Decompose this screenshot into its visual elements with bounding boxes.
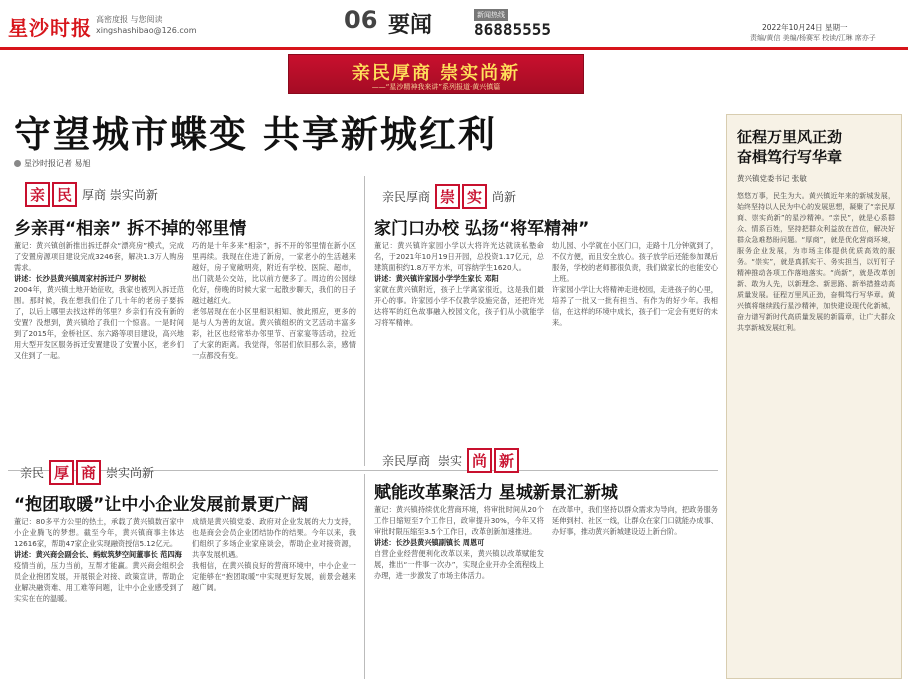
story2-paragraph: 许家园小学让大将精神走进校园，走进孩子的心里，培养了一批又一批有担当、有作为的好少年。我相信，在这样的环境中成长，孩子们一定会有更好的未来。	[552, 285, 718, 327]
story4-lede: 董记：黄兴镇持续优化营商环境，将审批时间从20个工作日缩短至7个工作日，政审提升30%，今年又将审批时限压缩至3.5个工作日，改革创新加速推进。	[374, 505, 544, 536]
brand-slogan: 高密度报 与您阅读	[96, 15, 163, 24]
tag-text: 厚商 崇实尚新	[82, 187, 158, 202]
tag-box: 实	[462, 184, 487, 209]
sidebar-body: 悠悠万事，民生为大。黄兴镇近年来的新城发展，始终坚持以人民为中心的发展思想，凝聚了“亲民厚商、崇实尚新”的星沙精神。“亲民”，就是心系群众、情系百姓，坚持把群众利益放在首位，解决好群众急难愁盼问题。“厚商”，就是优化营商环境，服务企业发展，为市场主体提供优质高效的服务。“崇实”，就是真抓实干、务实担当，以钉钉子精神推动各项工作落地落实。“尚新”，就是改革创新、敢为人先，以新理念、新思路、新举措推动高质量发展。征程万里风正劲，奋楫笃行写华章。黄兴镇将继续践行星沙精神，加快建设现代化新城，奋力谱写新时代高质量发展的新篇章，让广大群众共享新城发展红利。	[737, 192, 895, 332]
story1-paragraph: 老邻居现在在小区里相识相知、彼此照应，更多的是与人为善的友谊。黄兴镇组织的文艺活动丰富多彩，社区也经常举办邻里节、百家宴等活动，拉近了大家的距离。我觉得，邻居们依旧那么亲，感情一点都没有变。	[192, 307, 356, 360]
tag-text: 亲民厚商	[382, 453, 431, 468]
tag-text: 尚新	[492, 189, 517, 204]
story2-body-right	[552, 240, 718, 466]
sidebar-author: 黄兴镇党委书记 张敏	[737, 174, 807, 183]
sidebar-title-line-2: 奋楫笃行写华章	[737, 148, 843, 166]
story1-body-right	[192, 240, 356, 466]
story1-narrator: 讲述：长沙县黄兴镇周家村拆迁户 罗树松	[14, 274, 146, 283]
sidebar-title	[737, 127, 842, 167]
brand-email: xingshashibao@126.com	[96, 26, 197, 35]
story4-body-left	[374, 504, 544, 678]
masthead-rule	[0, 47, 908, 50]
story2-title: 家门口办校 弘扬“将军精神”	[374, 219, 590, 239]
story1-tag	[24, 180, 162, 208]
newspaper-brand: 星沙时报	[8, 16, 92, 40]
story3-paragraph: 我相信，在黄兴镇良好的营商环境中，中小企业一定能够在“抱团取暖”中实现更好发展，前景会越来越广阔。	[192, 561, 356, 592]
banner-subtitle: ——“星沙精神我来讲”系列报道·黄兴镇篇	[371, 83, 501, 91]
story4-body-right	[552, 504, 718, 678]
tag-text: 亲民厚商	[382, 189, 431, 204]
masthead	[0, 0, 908, 46]
story3-body-left	[14, 516, 184, 678]
brand-subline	[96, 14, 196, 36]
story4-paragraph: 自营企业经营便利化改革以来，黄兴镇以改革赋能发展，推出“一件事一次办”，实现企业开办全流程线上办理，进一步激发了市场主体活力。	[374, 549, 544, 580]
section-title: 要闻	[388, 13, 433, 38]
sidebar-title-line-1: 征程万里风正劲	[737, 128, 843, 146]
story2-body-left	[374, 240, 544, 466]
story2-narrator: 讲述：黄兴镇许家园小学学生家长 邓阳	[374, 274, 499, 283]
reporter-byline	[14, 158, 91, 169]
column-divider	[364, 176, 365, 466]
story1-body-left	[14, 240, 184, 466]
column-divider	[364, 474, 365, 679]
page-number: 06	[344, 6, 378, 34]
tag-box: 亲	[25, 182, 50, 207]
tag-text: 亲民	[20, 465, 45, 480]
series-banner	[288, 54, 584, 94]
story4-narrator: 讲述：长沙县黄兴镇副镇长 周恩可	[374, 538, 485, 547]
main-headline: 守望城市蝶变 共享新城红利	[14, 113, 497, 156]
tag-box: 尚	[467, 448, 492, 473]
tag-box: 厚	[49, 460, 74, 485]
tag-box: 商	[76, 460, 101, 485]
story3-tag	[16, 458, 158, 486]
story3-body-right	[192, 516, 356, 678]
story3-paragraph: 疫情当前，压力当前，互帮才能赢。黄兴商会组织会员企业抱团发展，开展银企对接、政策宣讲，帮助企业解决融资难、用工难等问题，让中小企业感受到了实实在在的温暖。	[14, 561, 184, 603]
hotline-number: 86885555	[474, 20, 552, 39]
hotline-label: 新闻热线	[474, 9, 508, 21]
story3-narrator: 讲述：黄兴商会副会长、蚂蚁筑梦空间董事长 范四海	[14, 550, 182, 559]
story2-paragraph: 幼儿园、小学就在小区门口，走路十几分钟就到了，不仅方便，而且安全放心。孩子放学后还能参加课后服务，学校的老师都很负责，我们做家长的也能安心上班。	[552, 241, 718, 283]
story1-paragraph: 巧的是十年多来“相亲”，拆不开的邻里情在新小区里再续。我现在住进了新房，一家老小的生活越来越好，房子宽敞明亮，附近有学校、医院、超市，出门就是公交站，比以前方便多了。周边的公园绿化好，傍晚的时候大家一起散步聊天，我们的日子越过越红火。	[192, 241, 356, 305]
story4-tag	[378, 446, 520, 474]
issue-date: 2022年10月24日 星期一	[762, 23, 848, 32]
story4-title: 赋能改革聚活力 星城新景汇新城	[374, 483, 618, 503]
commentary-sidebar	[726, 114, 902, 679]
story2-tag	[378, 182, 520, 210]
tag-text: 崇实	[438, 453, 463, 468]
story4-paragraph: 在改革中，我们坚持以群众需求为导向，把政务服务延伸到村、社区一线，让群众在家门口就能办成事、办好事，推动黄兴新城建设迈上新台阶。	[552, 505, 718, 536]
pin-icon	[14, 160, 21, 167]
tag-box: 崇	[435, 184, 460, 209]
tag-box: 民	[52, 182, 77, 207]
story1-paragraph: 2004年，黄兴镇土地开始征收，我家也被列入拆迁范围。那时候，我在想我们住了几十年的老房子要拆了，以后上哪里去找这样的邻里？乡亲们有没有新的安置？没想到，黄兴镇给了我们一个惊喜。一是时间到了2015年，金桥社区、东六路等项目建设，高兴地用大型开发区服务拆迁安置建设了安置小区，老乡们又住到了一起。	[14, 285, 184, 360]
story2-paragraph: 家就在黄兴镇附近，孩子上学离家很近，这是我们最开心的事。许家园小学不仅教学设施完备，还把许光达将军的红色故事融入校园文化，孩子们从小就能学习将军精神。	[374, 285, 544, 327]
story3-paragraph: 成绩是黄兴镇党委、政府对企业发展的大力支持，也是商会会员企业团结协作的结果。今年以来，我们组织了多场企业家座谈会，帮助企业对接资源，共享发展机遇。	[192, 517, 356, 559]
banner-title: 亲民厚商 崇实尚新	[351, 63, 521, 84]
story3-lede: 董记：80多平方公里的热土，承载了黄兴镇数百家中小企业腾飞的梦想。截至今年，黄兴镇商事主体达12616家，帮助47家企业实现融资授信5.12亿元。	[14, 517, 184, 548]
story1-title: 乡亲再“相亲” 拆不掉的邻里情	[14, 219, 247, 239]
story2-lede: 董记：黄兴镇许家园小学以大将许光达就读私塾命名，于2021年10月19日开园，总投资1.17亿元，总建筑面积约1.8万平方米，可容纳学生1620人。	[374, 241, 544, 272]
story3-title: “抱团取暖”让中小企业发展前景更广阔	[14, 495, 309, 515]
reporter-name: 星沙时报记者 易旭	[24, 159, 91, 168]
story1-lede: 董记：黄兴镇创新推出拆迁群众“漂亮房”模式，完成了安置房源项目建设完成3246套，解决1.3万人购房需求。	[14, 241, 184, 272]
tag-text: 崇实尚新	[106, 465, 155, 480]
tag-box: 新	[494, 448, 519, 473]
editor-credits: 责编/黄信 美编/杨赛军 校读/江琳 席亦子	[750, 34, 876, 42]
